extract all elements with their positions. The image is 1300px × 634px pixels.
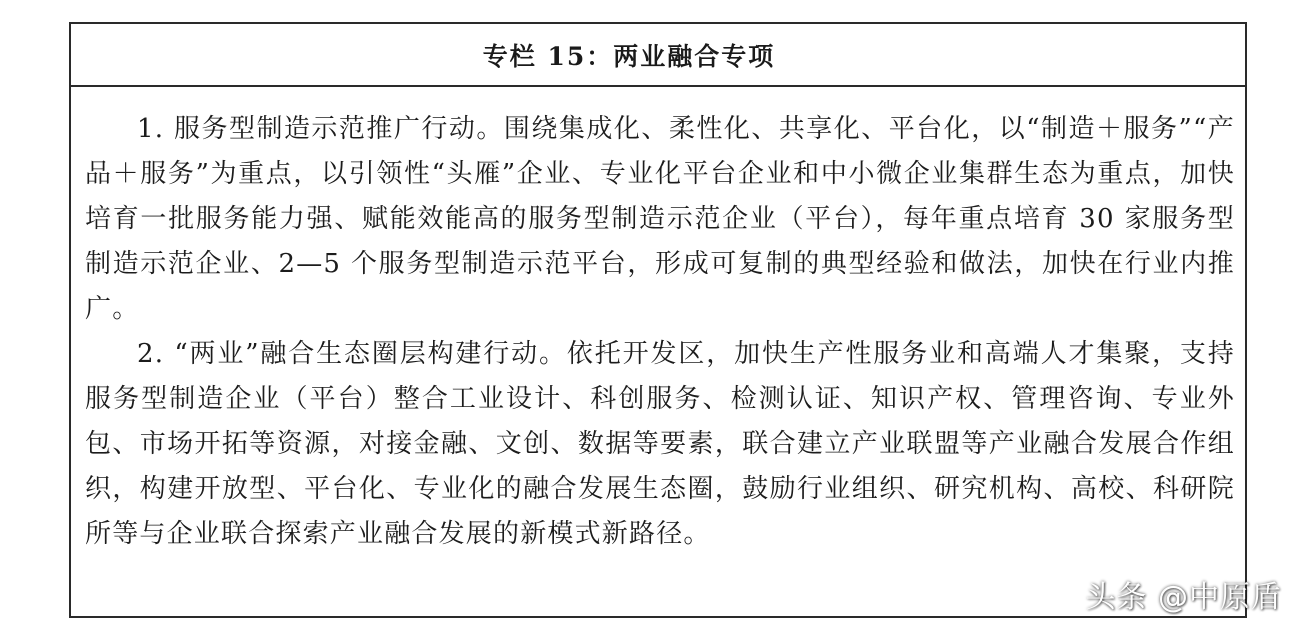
watermark-text: 头条 @中原盾 [1085,580,1282,615]
column-title: 专栏 15：两业融合专项 [482,41,776,71]
column-body [85,107,1235,557]
paragraph-2: 2. “两业”融合生态圈层构建行动。依托开发区，加快生产性服务业和高端人才集聚，支持服务型制造企业（平台）整合工业设计、科创服务、检测认证、知识产权、管理咨询、专业外包、市场开拓等资源，对接金融、文创、数据等要素，联合建立产业联盟等产业融合发展合作组织，构建开放型、平台化、专业化的融合发展生态圈，鼓励行业组织、研究机构、高校、科研院所等与企业联合探索产业融合发展的新模式新路径。 [85,339,1235,549]
column-box [69,22,1247,618]
column-header [71,24,1245,87]
paragraph-1: 1. 服务型制造示范推广行动。围绕集成化、柔性化、共享化、平台化，以“制造＋服务”“产品＋服务”为重点，以引领性“头雁”企业、专业化平台企业和中小微企业集群生态为重点，加快培育一批服务能力强、赋能效能高的服务型制造示范企业（平台），每年重点培育 30 家服务型制造示范企业、2—5 个服务型制造示范平台，形成可复制的典型经验和做法，加快在行业内推广。 [85,114,1235,324]
